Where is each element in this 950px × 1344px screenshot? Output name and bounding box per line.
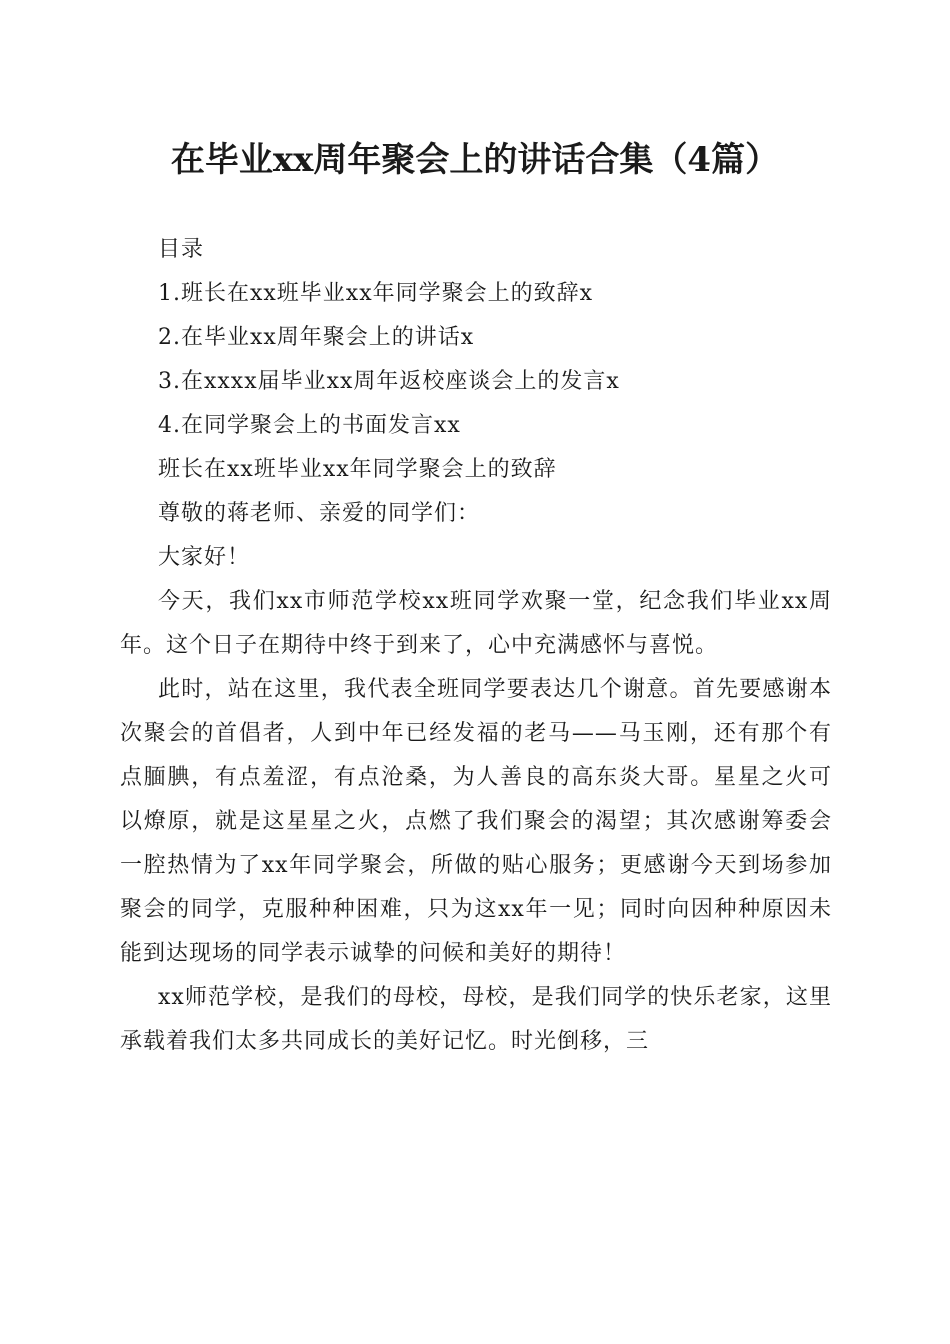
paragraph-1: 今天，我们xx市师范学校xx班同学欢聚一堂，纪念我们毕业xx周年。这个日子在期待中终于到来了，心中充满感怀与喜悦。 <box>120 589 832 658</box>
toc-heading: 目录 <box>158 237 205 262</box>
toc-item-4: 4.在同学聚会上的书面发言xx <box>158 413 461 438</box>
toc-item-3: 3.在xxxx届毕业xx周年返校座谈会上的发言x <box>158 369 620 394</box>
toc-item-1: 1.班长在xx班毕业xx年同学聚会上的致辞x <box>158 281 594 306</box>
toc-item-2: 2.在毕业xx周年聚会上的讲话x <box>158 325 475 350</box>
greeting: 大家好！ <box>158 545 251 570</box>
document-body <box>120 228 832 1064</box>
section-title: 班长在xx班毕业xx年同学聚会上的致辞 <box>158 457 557 482</box>
paragraph-2: 此时，站在这里，我代表全班同学要表达几个谢意。首先要感谢本次聚会的首倡者，人到中年已经发福的老马——马玉刚，还有那个有点腼腆，有点羞涩，有点沧桑，为人善良的高东炎大哥。星星之火可以燎原，就是这星星之火，点燃了我们聚会的渴望；其次感谢筹委会一腔热情为了xx年同学聚会，所做的贴心服务；更感谢今天到场参加聚会的同学，克服种种困难，只为这xx年一见；同时向因种种原因未能到达现场的同学表示诚挚的问候和美好的期待！ <box>120 677 832 966</box>
salutation: 尊敬的蒋老师、亲爱的同学们： <box>158 501 481 526</box>
document-title: 在毕业xx周年聚会上的讲话合集（4篇） <box>170 140 780 180</box>
paragraph-3: xx师范学校，是我们的母校，母校，是我们同学的快乐老家，这里承载着我们太多共同成长的美好记忆。时光倒移，三 <box>120 985 832 1054</box>
